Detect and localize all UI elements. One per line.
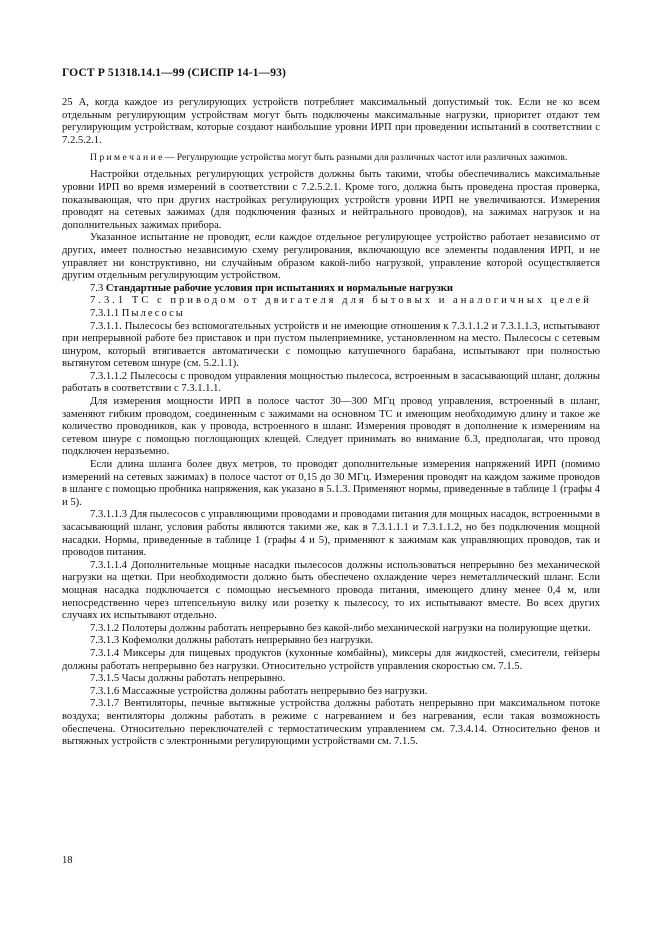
document-body xyxy=(62,97,600,749)
section-7-3-heading xyxy=(62,283,600,296)
section-title: Пылесосы xyxy=(121,307,185,319)
paragraph: Если длина шланга более двух метров, то проводят дополнительные измерения напряжений ИРП (помимо измерений на сетевых зажимах) в полосе частот от 0,15 до 30 МГц. Измерения проводят на каждом зажиме проводов в шланге с помощью пробника напряжения, как указано в 5.1.3. Применяют нормы, приведенные в таблице 1 (графы 4 и 5). xyxy=(62,459,600,508)
paragraph: Для измерения мощности ИРП в полосе частот 30—300 МГц провод управления, встроенный в шланг, заменяют гибким проводом, соединенным с зажимами на основном ТС и имеющим необходимую длину и такое же количество проводников, как у провода, встроенного в шланг. Измерения проводят в дополнение к измерениям на сетевом шнуре с помощью поглощающих клещей. Следует принимать во внимание 6.3, предполагая, что провод подключен неразъемно. xyxy=(62,396,600,458)
section-number: 7.3 xyxy=(90,282,106,294)
section-7-3-1-1-heading xyxy=(62,308,600,321)
section-number: 7.3.1 xyxy=(90,295,132,307)
paragraph: 7.3.1.1.4 Дополнительные мощные насадки пылесосов должны использоваться непрерывно без механической нагрузки на щетки. При необходимости должно быть обеспечено охлаждение через неметаллический шланг. Если мощная насадка подключается с помощью несъемного провода питания, имеющего длину менее 0,4 м, или непосредственно через штепсельную вилку или розетку к пылесосу, то их испытывают вместе. Во всех других случаях их испытывают отдельно. xyxy=(62,559,600,622)
paragraph: 7.3.1.1.2 Пылесосы с проводом управления мощностью пылесоса, встроенным в засасывающий шланг, должны работать в соответствии с 7.3.1.1.1. xyxy=(62,370,600,395)
document-header: ГОСТ Р 51318.14.1—99 (СИСПР 14-1—93) xyxy=(62,66,287,79)
section-title: Стандартные рабочие условия при испытаниях и нормальные нагрузки xyxy=(105,282,453,294)
paragraph: 7.3.1.3 Кофемолки должны работать непрерывно без нагрузки. xyxy=(90,635,374,647)
section-title: ТС с приводом от двигателя для бытовых и аналогичных целей xyxy=(131,295,592,307)
paragraph: 7.3.1.5 Часы должны работать непрерывно. xyxy=(90,673,286,685)
note xyxy=(62,152,600,164)
paragraph: 7.3.1.1. Пылесосы без вспомогательных устройств и не имеющие отношения к 7.3.1.1.2 и 7.3.1.1.3, испытывают при непрерывной работе без приставок и при пустом пылеприемнике, установленном на место. Пылесосы с сетевым шнуром, который втягивается автоматически с помощью катушечного барабана, испытывают при полностью вытянутом сетевом шнуре (см. 5.2.1.1). xyxy=(62,320,600,370)
paragraph: 7.3.1.1.3 Для пылесосов с управляющими проводами и проводами питания для мощных насадок, встроенными в засасывающий шланг, условия работы являются такими же, как в 7.3.1.1.1 и 7.3.1.1.2, но без подключения мощной насадки. Нормы, приведенные в таблице 1 (графы 4 и 5), применяют к зажимам как управляющих проводов, так и проводов питания. xyxy=(62,509,600,559)
section-number: 7.3.1.1 xyxy=(90,307,122,319)
paragraph: Настройки отдельных регулирующих устройств должны быть такими, чтобы обеспечивались максимальные уровни ИРП во время измерений в соответствии с 7.2.5.2.1. Кроме того, должна быть проведена простая проверка, показывающая, что при других настройках регулирующих устройств уровни ИРП не увеличиваются. Измерения проводят на сетевых зажимах (для подключения фазных и нейтрального проводов), на зажимах нагрузок и на дополнительных зажимах прибора. xyxy=(62,169,600,231)
paragraph: 7.3.1.7 Вентиляторы, печные вытяжные устройства должны работать непрерывно при максимальном потоке воздуха; вентиляторы должны работать в режиме с нагреванием и без нагревания, если такая возможность обеспечена. Относительно переключателей с термостатическим управлением см. 7.3.4.14. Относительно фенов и вытяжных устройств с электронными регулирующими устройствами см. 7.1.5. xyxy=(62,698,600,748)
note-text: — Регулирующие устройства могут быть разными для различных частот или различных зажимов. xyxy=(162,152,568,164)
paragraph: 7.3.1.4 Миксеры для пищевых продуктов (кухонные комбайны), миксеры для жидкостей, смесители, гейзеры должны работать непрерывно без нагрузки. Относительно устройств управления скоростью см. 7.1.5. xyxy=(62,647,600,672)
section-7-3-1-heading xyxy=(62,295,600,308)
paragraph: 25 А, когда каждое из регулирующих устройств потребляет максимальный допустимый ток. Если не ко всем отдельным регулирующим устройствам могут быть подключены максимальные нагрузки, приоритет отдают тем регулирующим устройствам, которые создают наибольшие уровни ИРП при проведении испытаний в соответствии с 7.2.5.2.1. xyxy=(62,97,600,146)
paragraph: 7.3.1.6 Массажные устройства должны работать непрерывно без нагрузки. xyxy=(90,685,428,697)
paragraph: Указанное испытание не проводят, если каждое отдельное регулирующее устройство работает независимо от других, имеет полностью независимую схему регулирования, включающую все элементы подавления ИРП, и не управляет ни конструктивно, ни случайным образом какой-либо нагрузкой, управление которой осуществляется другим отдельным регулирующим устройством. xyxy=(62,232,600,282)
paragraph: 7.3.1.2 Полотеры должны работать непрерывно без какой-либо механической нагрузки на полирующие щетки. xyxy=(90,622,591,634)
note-label: П р и м е ч а н и е xyxy=(90,152,163,164)
page-number: 18 xyxy=(62,855,73,866)
